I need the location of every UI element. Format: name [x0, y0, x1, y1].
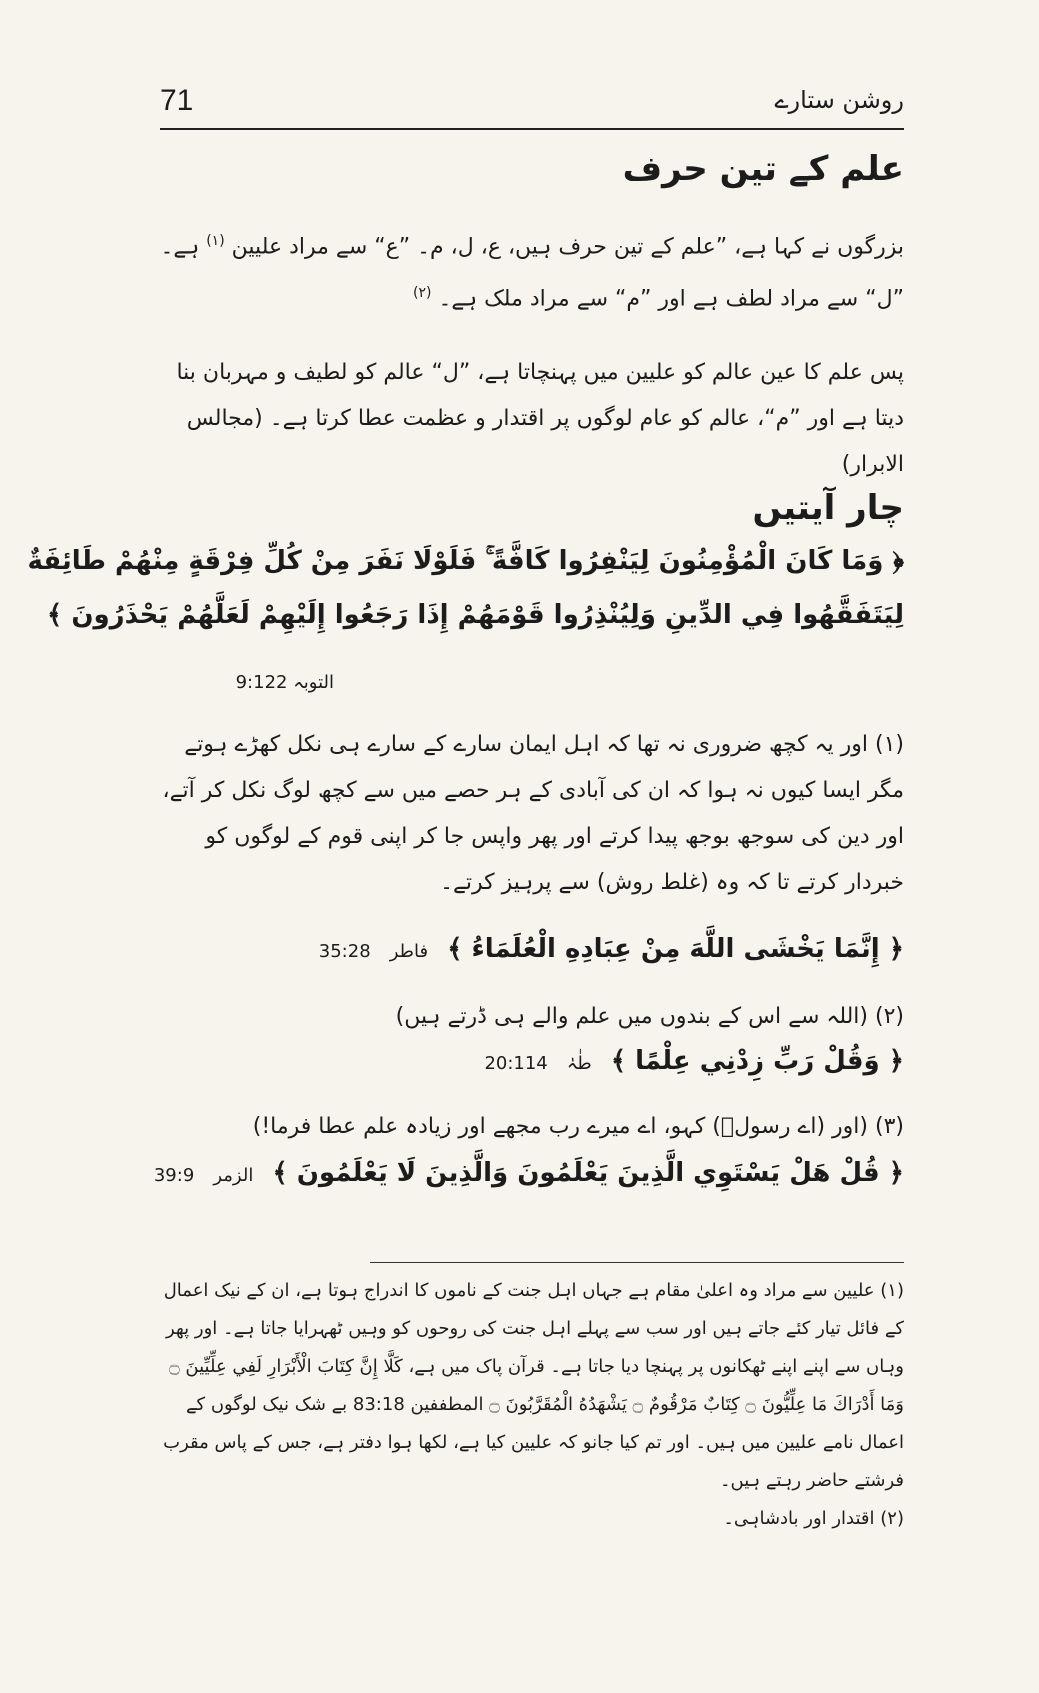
page-header	[160, 84, 904, 124]
footnote-separator	[370, 1262, 904, 1263]
verse-3-ref-name: طٰہٰ	[566, 1053, 592, 1074]
footnote-1: (۱) علیین سے مراد وہ اعلیٰ مقام ہے جہاں اہل جنت کے ناموں کا اندراج ہوتا ہے، ان کے نیک اعمال کے فائل تیار کئے جاتے ہیں اور سب سے پہلے اہل جنت کی روحوں کو وہیں ٹھہرایا جاتا ہے۔ اور پھر وہاں سے اپنے اپنے ٹھکانوں پر پہنچا دیا جاتا ہے۔ قرآن پاک میں ہے، كَلَّا إِنَّ كِتَابَ الْأَبْرَارِ لَفِي عِلِّيِّينَ ۝ وَمَا أَدْرَاكَ مَا عِلِّيُّونَ ۝ كِتَابٌ مَرْقُومٌ ۝ يَشْهَدُهُ الْمُقَرَّبُونَ ۝ المطففین 83:18 بے شک نیک لوگوں کے اعمال نامے علیین میں ہیں۔ اور تم کیا جانو کہ علیین کیا ہے، لکھا ہوا دفتر ہے، جس کے پاس مقرب فرشتے حاضر رہتے ہیں۔	[163, 1280, 904, 1491]
running-title: روشن ستارے	[774, 86, 904, 114]
verse-1-line-2	[47, 600, 904, 630]
verse-4-line	[153, 1158, 904, 1188]
translation-1: (۱) اور یہ کچھ ضروری نہ تھا کہ اہل ایمان سارے کے سارے ہی نکل کھڑے ہوتے مگر ایسا کیوں نہ ہوا کہ ان کی آبادی کے ہر حصے میں سے کچھ لوگ نکل کر آتے، اور دین کی سوجھ بوجھ پیدا کرتے اور پھر واپس جا کر اپنی قوم کے لوگوں کو خبردار کرتے تا کہ وہ (غلط روش) سے پرہیز کرتے۔	[162, 732, 904, 895]
header-rule	[160, 128, 904, 130]
paragraph-1	[160, 218, 904, 323]
paragraph-2: پس علم کا عین عالم کو علیین میں پہنچاتا ہے، ”ل“ عالم کو لطیف و مہربان بنا دیتا ہے اور ”م“، عالم کو عام لوگوں پر اقتدار و عظمت عطا کرتا ہے۔ (مجالس الابرار)	[176, 360, 904, 477]
verse-3-ref-num: 20:114	[484, 1053, 548, 1074]
verse-2-text: ﴿ إِنَّمَا يَخْشَى اللَّهَ مِنْ عِبَادِهِ الْعُلَمَاءُ ﴾	[447, 934, 904, 964]
verse-3-line	[160, 1046, 904, 1076]
footnotes	[160, 1272, 904, 1538]
verse-3-text: ﴿ وَقُلْ رَبِّ زِدْنِي عِلْمًا ﴾	[610, 1046, 904, 1076]
footnote-marker-1: (۱)	[206, 233, 225, 249]
verse-2-ref-num: 35:28	[318, 941, 371, 962]
verse-1-text-1: ﴿ وَمَا كَانَ الْمُؤْمِنُونَ لِيَنْفِرُوا كَافَّةً ۚ فَلَوْلَا نَفَرَ مِنْ كُلِّ فِرْقَةٍ مِنْهُمْ طَائِفَةٌ	[27, 546, 904, 576]
verse-1-ref-name: التوبہ	[293, 672, 334, 693]
verse-4-ref-name: الزمر	[213, 1165, 254, 1186]
translation-2: (۲) (اللہ سے اس کے بندوں میں علم والے ہی ڈرتے ہیں)	[395, 1004, 904, 1029]
section-heading-ilm: علم کے تین حرف	[622, 149, 904, 189]
translation-3: (۳) (اور (اے رسولؐ) کہو، اے میرے رب مجھے اور زیادہ علم عطا فرما!)	[252, 1114, 904, 1139]
verse-2-line	[160, 934, 904, 964]
verse-1-line-1	[27, 546, 904, 577]
verse-2-ref-name: فاطر	[389, 941, 429, 962]
page-number: 71	[160, 84, 194, 117]
verse-4-ref-num: 39:9	[153, 1165, 195, 1186]
verse-1-reference	[160, 672, 904, 693]
section-heading-ayat: چار آیتیں	[752, 488, 904, 528]
paragraph-1-text-b: ہے۔	[160, 234, 200, 260]
verse-1-ref-num: 9:122	[235, 672, 288, 693]
footnote-2: (۲) اقتدار اور بادشاہی۔	[723, 1508, 904, 1529]
paragraph-1-text-c: ”ل“ سے مراد لطف ہے اور ”م“ سے مراد ملک ہے۔	[438, 286, 904, 312]
footnote-marker-2: (۲)	[412, 285, 432, 302]
verse-1-text-2: لِيَتَفَقَّهُوا فِي الدِّينِ وَلِيُنْذِرُوا قَوْمَهُمْ إِذَا رَجَعُوا إِلَيْهِمْ لَعَلَّهُمْ يَحْذَرُونَ ﴾	[47, 600, 904, 630]
paragraph-1-text-a: بزرگوں نے کہا ہے، ”علم کے تین حرف ہیں، ع، ل، م۔ ”ع“ سے مراد علیین	[231, 234, 904, 260]
verse-4-text: ﴿ قُلْ هَلْ يَسْتَوِي الَّذِينَ يَعْلَمُونَ وَالَّذِينَ لَا يَعْلَمُونَ ﴾	[272, 1158, 904, 1188]
